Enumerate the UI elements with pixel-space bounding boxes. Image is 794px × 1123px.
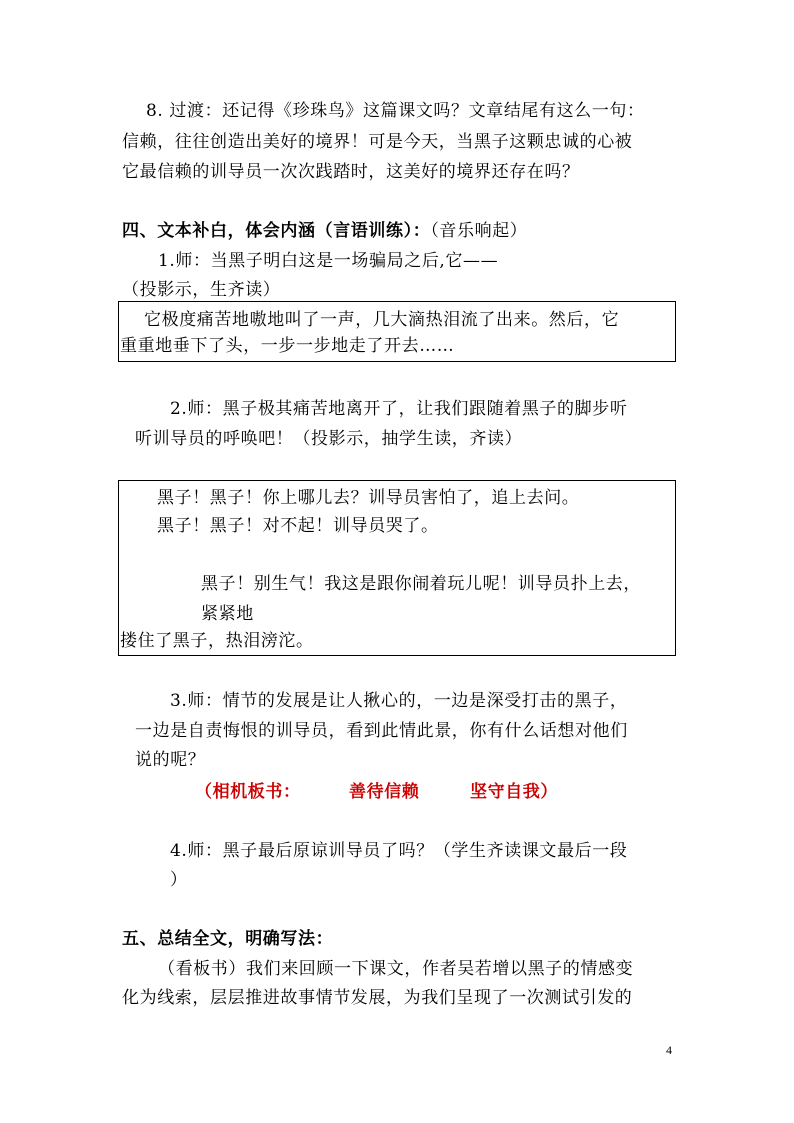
page-number: 4 [666,1043,672,1057]
heading4-title: 四、文本补白，体会内涵（言语训练）： [122,221,431,241]
item4-line1: 4.师：黑子最后原谅训导员了吗？（学生齐读课文最后一段 [170,841,628,861]
item1-line2: （投影示，生齐读） [122,280,281,300]
item3-line2: 一边是自责悔恨的训导员，看到此情此景，你有什么话想对他们 [135,721,628,741]
item3-line3: 说的呢？ [135,750,206,770]
item2-line2: 听训导员的呼唤吧！（投影示，抽学生读，齐读） [135,429,523,449]
item2-line1: 2.师：黑子极其痛苦地离开了，让我们跟随着黑子的脚步听 [170,399,628,419]
summary-line2: 化为线索，层层推进故事情节发展，为我们呈现了一次测试引发的 [122,988,633,1008]
item2-projection-box [118,480,676,656]
item2-box-line5: 搂住了黑子，热泪滂沱。 [120,631,314,651]
board-word-2: 坚守自我） [470,782,558,802]
board-label: （相机板书： [195,782,301,802]
summary-line1: （看板书）我们来回顾一下课文，作者吴若增以黑子的情感变 [158,959,634,979]
item2-box-line4: 紧紧地 [201,604,254,624]
item2-box-line3: 黑子！别生气！我这是跟你闹着玩儿呢！训导员扑上去， [201,574,641,594]
item1-box-line2: 重重地垂下了头，一步一步地走了开去…… [120,336,455,356]
section8-line1: 8. 过渡：还记得《珍珠鸟》这篇课文吗？文章结尾有这么一句： [146,101,645,121]
item2-box-line1: 黑子！黑子！你上哪儿去？训导员害怕了，追上去问。 [157,488,580,508]
heading4 [122,220,527,242]
heading5-title: 五、总结全文，明确写法： [122,929,334,949]
item1-line1: 1.师：当黑子明白这是一场骗局之后,它—— [158,251,499,271]
heading4-note: （音乐响起） [430,221,528,241]
board-word-1: 善待信赖 [349,782,420,802]
item4-line2: ） [170,870,188,890]
item2-box-line2: 黑子！黑子！对不起！训导员哭了。 [157,516,439,536]
item1-projection-box [118,301,676,362]
section8-line3: 它最信赖的训导员一次次践踏时，这美好的境界还存在吗？ [122,162,580,182]
item1-box-line1: 它极度痛苦地嗷地叫了一声，几大滴热泪流了出来。然后，它 [144,310,620,330]
item3-line1: 3.师：情节的发展是让人揪心的，一边是深受打击的黑子， [170,691,628,711]
section8-line2: 信赖，往往创造出美好的境界！可是今天，当黑子这颗忠诚的心被 [122,132,633,152]
